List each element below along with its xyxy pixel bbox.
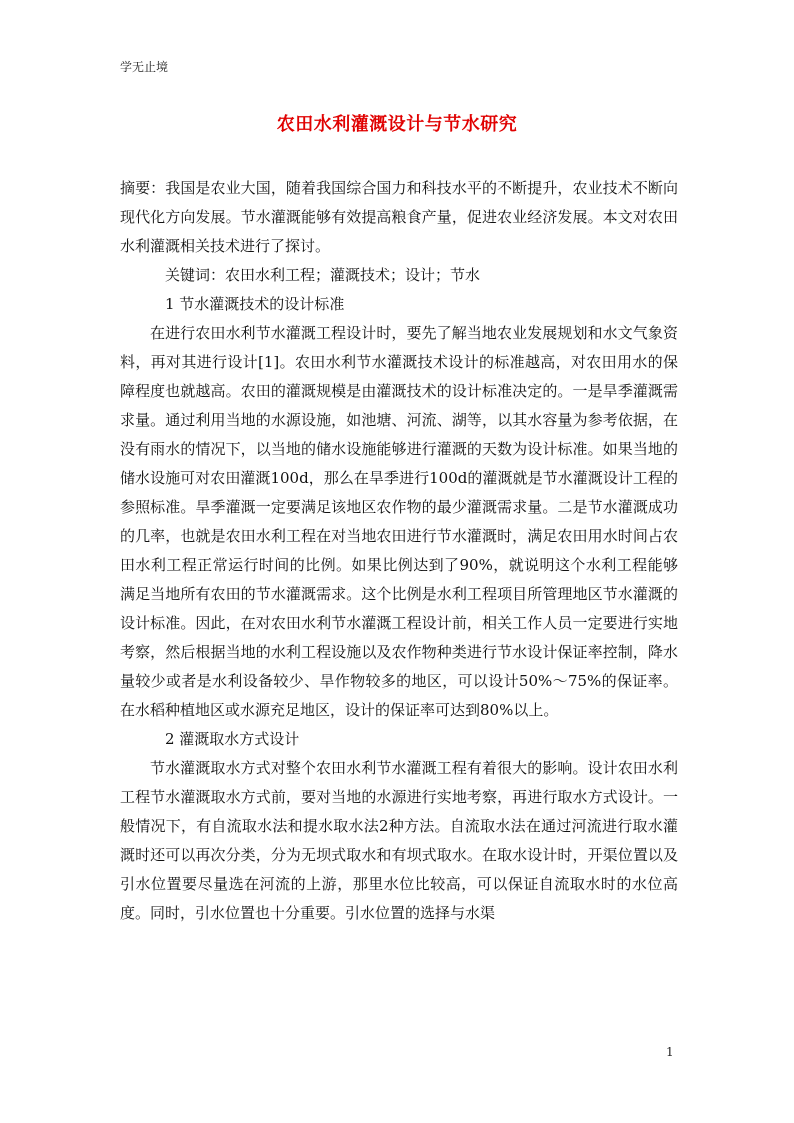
document-title: 农田水利灌溉设计与节水研究 (276, 114, 518, 135)
abstract-paragraph: 摘要：我国是农业大国，随着我国综合国力和科技水平的不断提升，农业技术不断向现代化方向发展。节水灌溉能够有效提高粮食产量，促进农业经济发展。本文对农田水利灌溉相关技术进行了探讨。 (120, 179, 678, 255)
section-2-paragraph: 节水灌溉取水方式对整个农田水利节水灌溉工程有着很大的影响。设计农田水利工程节水灌溉取水方式前，要对当地的水源进行实地考察，再进行取水方式设计。一般情况下，有自流取水法和提水取水法2种方法。自流取水法在通过河流进行取水灌溉时还可以再次分类，分为无坝式取水和有坝式取水。在取水设计时，开渠位置以及引水位置要尽量选在河流的上游，那里水位比较高，可以保证自流取水时的水位高度。同时，引水位置也十分重要。引水位置的选择与水渠 (120, 759, 678, 922)
section-1-paragraph: 在进行农田水利节水灌溉工程设计时，要先了解当地农业发展规划和水文气象资料，再对其进行设计[1]。农田水利节水灌溉技术设计的标准越高，对农田用水的保障程度也就越高。农田的灌溉规模是由灌溉技术的设计标准决定的。一是旱季灌溉需求量。通过利用当地的水源设施，如池塘、河流、湖等，以其水容量为参考依据，在没有雨水的情况下，以当地的储水设施能够进行灌溉的天数为设计标准。如果当地的储水设施可对农田灌溉100d，那么在旱季进行100d的灌溉就是节水灌溉设计工程的参照标准。旱季灌溉一定要满足该地区农作物的最少灌溉需求量。二是节水灌溉成功的几率，也就是农田水利工程在对当地农田进行节水灌溉时，满足农田用水时间占农田水利工程正常运行时间的比例。如果比例达到了90%，就说明这个水利工程能够满足当地所有农田的节水灌溉需求。这个比例是水利工程项目所管理地区节水灌溉的设计标准。因此，在对农田水利节水灌溉工程设计前，相关工作人员一定要进行实地考察，然后根据当地的水利工程设施以及农作物种类进行节水设计保证率控制，降水量较少或者是水利设备较少、旱作物较多的地区，可以设计50%～75%的保证率。在水稻种植地区或水源充足地区，设计的保证率可达到80%以上。 (120, 324, 678, 719)
page-header: 学无止境 (120, 60, 169, 74)
section-2-heading: 2 灌溉取水方式设计 (165, 730, 300, 748)
section-1-heading: 1 节水灌溉技术的设计标准 (165, 295, 345, 313)
keywords-line: 关键词：农田水利工程；灌溉技术；设计；节水 (165, 266, 481, 284)
page-number: 1 (666, 1045, 674, 1059)
document-body (120, 174, 678, 928)
